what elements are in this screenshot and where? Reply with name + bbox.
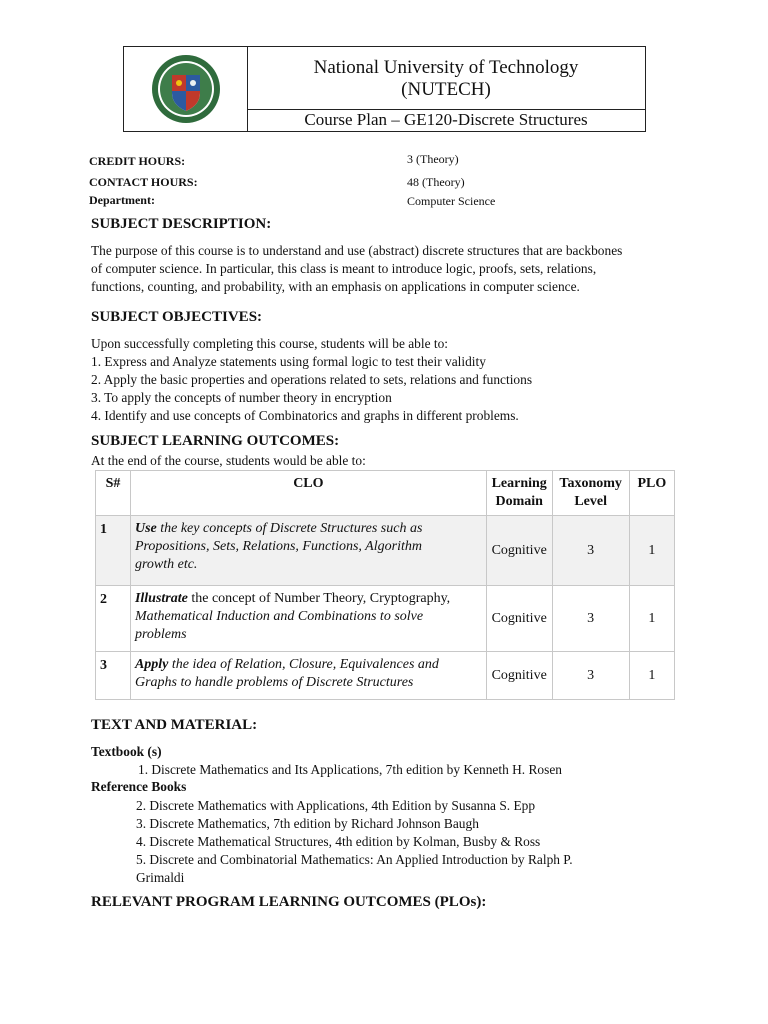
reference-item: 3. Discrete Mathematics, 7th edition by Richard Johnson Baugh (136, 816, 479, 831)
description-line: functions, counting, and probability, with an emphasis on applications in computer science. (91, 279, 580, 294)
university-name: National University of Technology (313, 57, 579, 78)
reference-item: 4. Discrete Mathematical Structures, 4th edition by Kolman, Busby & Ross (136, 834, 541, 849)
col-domain: Learning Domain (486, 471, 552, 516)
textbook-heading: Textbook (s) (91, 744, 162, 759)
plo-value: 1 (629, 652, 674, 700)
objectives-list (91, 335, 691, 425)
table-row (96, 652, 675, 700)
description-text (91, 242, 691, 296)
reference-item: 5. Discrete and Combinatorial Mathematics: An Applied Introduction by Ralph P. (136, 852, 573, 867)
col-plo: PLO (629, 471, 674, 516)
row-number: 1 (96, 516, 131, 586)
outcomes-heading: SUBJECT LEARNING OUTCOMES: (91, 433, 340, 449)
meta-label-credit: CREDIT HOURS: (89, 154, 186, 168)
university-title (247, 47, 645, 110)
logo-cell (124, 47, 248, 131)
row-number: 2 (96, 586, 131, 652)
textbook-item: 1. Discrete Mathematics and Its Applications, 7th edition by Kenneth H. Rosen (138, 762, 562, 777)
plo-value: 1 (629, 516, 674, 586)
meta-value-department: Computer Science (407, 194, 496, 208)
table-row (96, 586, 675, 652)
clo-table (95, 470, 675, 700)
col-taxonomy: Taxonomy Level (552, 471, 629, 516)
taxonomy-level: 3 (552, 516, 629, 586)
university-acronym: (NUTECH) (401, 79, 491, 100)
row-number: 3 (96, 652, 131, 700)
learning-domain: Cognitive (486, 516, 552, 586)
material-heading: TEXT AND MATERIAL: (91, 717, 258, 733)
meta-label-department: Department: (89, 193, 155, 207)
description-heading: SUBJECT DESCRIPTION: (91, 216, 272, 232)
header-box (123, 46, 646, 132)
col-clo: CLO (130, 471, 486, 516)
table-row (96, 516, 675, 586)
meta-value-credit: 3 (Theory) (407, 152, 459, 166)
course-plan-title: Course Plan – GE120-Discrete Structures (304, 110, 588, 129)
learning-domain: Cognitive (486, 652, 552, 700)
description-line: The purpose of this course is to understand and use (abstract) discrete structures that are backbones (91, 243, 623, 258)
objective-item: 4. Identify and use concepts of Combinatorics and graphs in different problems. (91, 408, 519, 423)
reference-heading: Reference Books (91, 779, 187, 794)
objective-item: 3. To apply the concepts of number theory in encryption (91, 390, 392, 405)
objectives-intro: Upon successfully completing this course, students will be able to: (91, 336, 449, 351)
taxonomy-level: 3 (552, 586, 629, 652)
objectives-heading: SUBJECT OBJECTIVES: (91, 309, 263, 325)
reference-item: Grimaldi (136, 870, 185, 885)
clo-text: Use the key concepts of Discrete Structures such as Propositions, Sets, Relations, Functions, Algorithm growth etc. (130, 516, 486, 586)
meta-value-contact: 48 (Theory) (407, 175, 465, 189)
table-header-row (96, 471, 675, 516)
col-sno: S# (96, 471, 131, 516)
clo-text: Apply the idea of Relation, Closure, Equivalences and Graphs to handle problems of Discrete Structures (130, 652, 486, 700)
description-line: of computer science. In particular, this class is meant to introduce logic, proofs, sets, relations, (91, 261, 597, 276)
clo-text: Illustrate the concept of Number Theory, Cryptography, Mathematical Induction and Combinations to solve problems (130, 586, 486, 652)
university-logo (150, 53, 222, 125)
meta-label-contact: CONTACT HOURS: (89, 175, 198, 189)
objective-item: 2. Apply the basic properties and operations related to sets, relations and functions (91, 372, 533, 387)
plo-heading: RELEVANT PROGRAM LEARNING OUTCOMES (PLOs): (91, 894, 487, 910)
objective-item: 1. Express and Analyze statements using formal logic to test their validity (91, 354, 486, 369)
learning-domain: Cognitive (486, 586, 552, 652)
taxonomy-level: 3 (552, 652, 629, 700)
plo-value: 1 (629, 586, 674, 652)
reference-item: 2. Discrete Mathematics with Applications, 4th Edition by Susanna S. Epp (136, 798, 536, 813)
outcomes-intro: At the end of the course, students would be able to: (91, 453, 366, 468)
